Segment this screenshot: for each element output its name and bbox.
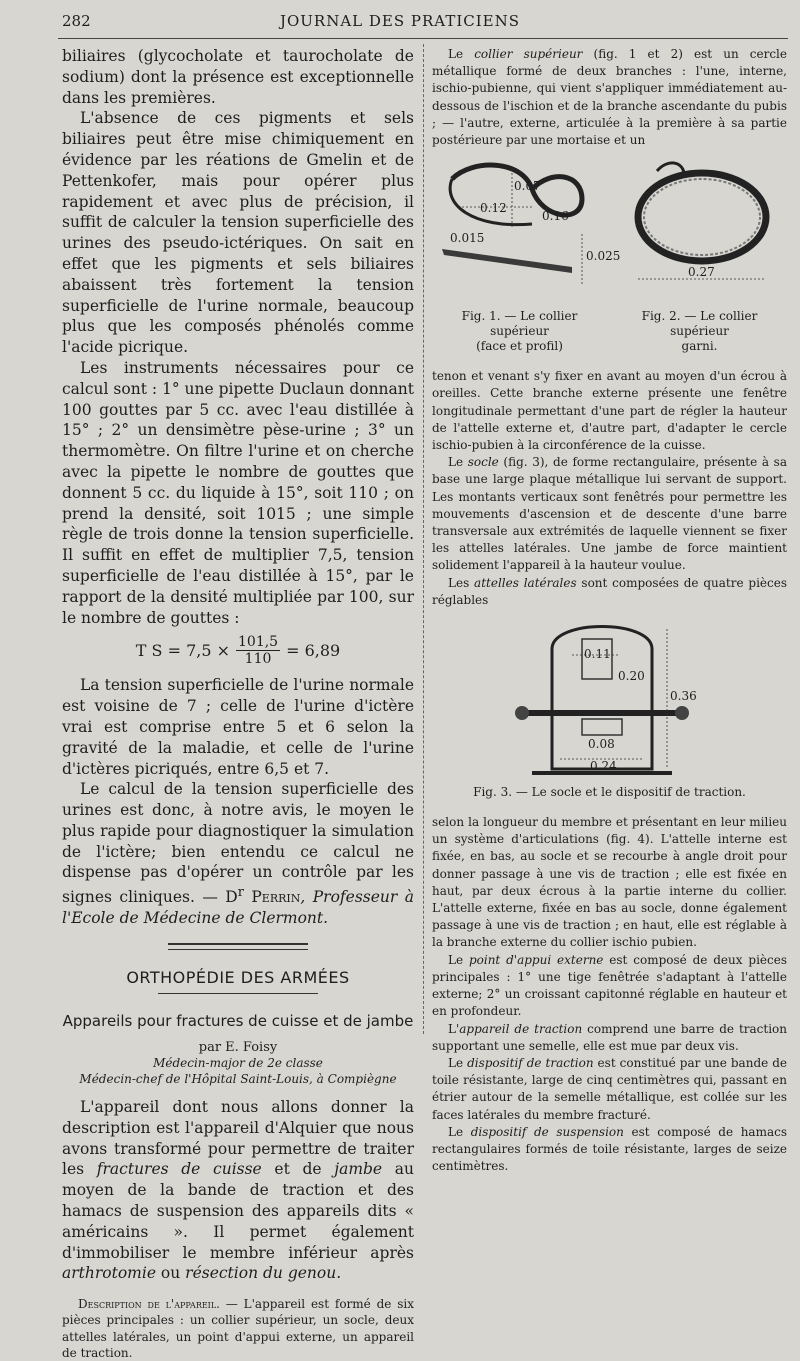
text-run: — L'appareil est formé de six pièces principales : un collier supérieur, un socle, deux attelles latérales, un point d'appui externe, un appareil de traction. [62, 1297, 414, 1360]
formula-denominator: 110 [244, 651, 272, 668]
text-italic: collier supérieur [474, 47, 583, 61]
text-italic: dispositif de suspension [470, 1124, 624, 1139]
paragraph: biliaires (glycocholate et taurocholate de sodium) dont la présence est exceptionnelle dans les premières. [62, 47, 414, 107]
dimension-label: 0.20 [618, 669, 645, 684]
article-title: Appareils pour fractures de cuisse et de jambe [62, 1012, 414, 1031]
formula-rhs: = 6,89 [286, 641, 341, 661]
text-italic: jambe [334, 1160, 383, 1179]
text-sup: r [237, 885, 244, 901]
dimension-label: 0.015 [450, 231, 485, 246]
dimension-label: 0.16 [542, 209, 569, 224]
caption-line: Fig. 2. — Le collier supérieur [641, 309, 758, 339]
dimension-label: 0.12 [480, 201, 507, 216]
paragraph [432, 1124, 787, 1176]
dimension-label: 0.24 [590, 759, 617, 774]
fig3-caption: Fig. 3. — Le socle et le dispositif de traction. [473, 785, 746, 800]
section-label: Description de l'appareil. [78, 1297, 220, 1312]
paragraph [432, 575, 787, 609]
paragraph [432, 1055, 787, 1124]
tension-formula [62, 634, 414, 667]
collar-illustration [432, 149, 787, 309]
text-run: est composé de hamacs rectangulaires formés de toile résistante, larges de seize centimètres. [432, 1124, 787, 1174]
text-run: comprend une barre de traction supportant une semelle, elle est mue par deux vis. [432, 1021, 787, 1053]
text-run: Le [448, 47, 475, 61]
text-italic: dispositif de traction [467, 1055, 594, 1070]
dimension-label: 0.11 [584, 647, 611, 662]
text-run: L' [448, 1021, 460, 1036]
header-rule [58, 38, 788, 39]
page-number: 282 [62, 12, 91, 30]
paragraph: selon la longueur du membre et présentant en leur milieu un système d'articulations (fig. 4). L'attelle interne est fixée, en bas, au socle et se recourbe à angle droit pour donner passage à une vis de traction ; elle est fixée en haut, par deux écrous à la partie interne du collier. L'attelle externe, fixée en bas au socle, donne également passage à une vis de traction ; en haut, elle est réglable à la branche externe du collier ischio pubien. [432, 815, 787, 950]
caption-line: (face et profil) [476, 339, 563, 354]
text-italic: fractures de cuisse [96, 1160, 262, 1179]
byline-role: Médecin-major de 2e classe [153, 1056, 323, 1071]
author-role: , Professeur à l'Ecole de Médecine de Clermont. [62, 888, 414, 928]
text-italic: attelles latérales [474, 575, 577, 590]
paragraph [62, 1296, 414, 1361]
text-run: au moyen de la bande de traction et des hamacs de suspension des appareils dits « américains ». Il permet également d'immobiliser le membre inférieur après [62, 1160, 415, 1262]
decorative-rule [168, 943, 308, 950]
text-run: est constitué par une bande de toile résistante, large de cinq centimètres qui, passant en étrier autour de la semelle métallique, est collée sur les faces latérales du membre fracturé. [432, 1055, 788, 1122]
text-run: et de [261, 1160, 335, 1179]
figure-captions [432, 309, 787, 354]
text-run: L'appareil dont nous allons donner la description est l'appareil d'Alquier que nous avons transformé pour permettre de traiter les [62, 1098, 414, 1179]
text-run: ou [156, 1264, 186, 1283]
text-italic: point d'appui externe [468, 952, 604, 967]
text-run: Le [448, 952, 469, 967]
journal-title: JOURNAL DES PRATICIENS [279, 12, 521, 30]
formula-numerator: 101,5 [238, 634, 279, 651]
dimension-label: 0.36 [670, 689, 697, 704]
text-run: (fig. 3), de forme rectangulaire, présente à sa base une large plaque métallique lui servant de support. Les montants verticaux sont fenêtrés pour permettre les mouvements d'ascension et de descente d'une barre transversale aux extrémités de laquelle viennent se fixer les attelles latérales. Une jambe de force maintient solidement l'appareil à la hauteur voulue. [432, 455, 787, 573]
caption-line: garni. [681, 339, 718, 354]
paragraph: tenon et venant s'y fixer en avant au moyen d'un écrou à oreilles. Cette branche externe présente une fenêtre longitudinale permettant d'une part de régler la hauteur de l'attelle externe et, d'autre part, d'adapter le cercle ischio-pubien à la circonférence de la cuisse. [432, 369, 787, 453]
paragraph: La tension superficielle de l'urine normale est voisine de 7 ; celle de l'urine d'ictère vrai est comprise entre 5 et 6 selon la gravité de la maladie, et celle de l'urine d'ictères picriqués, entre 6,5 et 7. [62, 676, 414, 778]
dimension-label: 0.07 [514, 179, 541, 194]
section-title: ORTHOPÉDIE DES ARMÉES [126, 968, 350, 988]
text-run: Les [448, 575, 475, 590]
left-column [62, 46, 414, 1361]
paragraph [432, 46, 787, 149]
dimension-label: 0.27 [688, 265, 715, 280]
caption-line: Fig. 1. — Le collier supérieur [461, 309, 578, 339]
text-italic: arthrotomie [62, 1264, 156, 1283]
formula-fraction [236, 634, 280, 667]
text-run: Le calcul de la tension superficielle des urines est donc, à notre avis, le moyen le plus rapide pour diagnostiquer la simulation de l'ictère; bien entendu ce calcul ne dispense pas d'opérer un contrôle par les signes cliniques. — D [62, 780, 414, 907]
text-run: sont composées de quatre pièces réglables [432, 575, 787, 607]
figures-1-2 [432, 149, 787, 309]
page-header [0, 0, 800, 40]
dimension-label: 0.08 [588, 737, 615, 752]
dimension-label: 0.025 [586, 249, 621, 264]
paragraph [432, 952, 787, 1021]
fig2-caption [612, 309, 787, 354]
paragraph [62, 1097, 414, 1284]
text-italic: appareil de traction [459, 1021, 583, 1036]
text-run: est composé de deux pièces principales : 1° une tige fenêtrée s'adaptant à l'attelle externe; 2° un croissant capitonné réglable en hauteur et en profondeur. [432, 952, 788, 1019]
byline: par E. Foisy [198, 1040, 278, 1056]
text-run: Le [448, 455, 468, 470]
text-run: Le [448, 1124, 471, 1139]
figure-3 [432, 609, 787, 785]
paragraph: Les instruments nécessaires pour ce calcul sont : 1° une pipette Duclaun donnant 100 gouttes par 5 cc. avec l'eau distillée à 15° ; 2° un densimètre pèse-urine ; 3° un thermomètre. On filtre l'urine et on cherche avec la pipette le nombre de gouttes que donnent 5 cc. du liquide à 15°, soit 110 ; on prend la densité, soit 1015 ; une simple règle de trois donne la tension superficielle. Il suffit en effet de multiplier 7,5, tension superficielle de l'eau distillée à 15°, par le rapport de la densité multipliée par 100, sur le nombre de gouttes : [62, 358, 414, 627]
text-italic: résection du genou. [185, 1264, 342, 1283]
text-run: (fig. 1 et 2) est un cercle métallique formé de deux branches : l'une, interne, ischio-pubienne, qui vient s'appliquer immédiatement au-dessous de l'ischion et de la branche ascendante du pubis ; — l'autre, externe, articulée à la première à sa partie postérieure par une mortaise et un [432, 47, 787, 148]
paragraph [432, 454, 787, 574]
text-italic: socle [467, 455, 499, 470]
section-rule [158, 993, 318, 994]
text-run: Le [448, 1055, 468, 1070]
author-name: Perrin [251, 888, 301, 907]
paragraph: L'absence de ces pigments et sels biliaires peut être mise chimiquement en évidence par les réations de Gmelin et de Pettenkofer, mais pour opérer plus rapidement et avec plus de précision, il suffit de calculer la tension superficielle des urines des pseudo-ictériques. On sait en effet que les pigments et sels biliaires abaissent très fortement la tension superficielle de l'urine normale, beaucoup plus que les composés phénolés comme l'acide picrique. [62, 109, 414, 357]
right-column [432, 46, 787, 1175]
formula-lhs: T S = 7,5 × [135, 641, 230, 661]
paragraph [432, 1021, 787, 1055]
byline-role: Médecin-chef de l'Hôpital Saint-Louis, à Compiègne [79, 1072, 397, 1087]
fig1-caption [432, 309, 607, 354]
column-separator [423, 44, 425, 1034]
paragraph [62, 779, 414, 929]
